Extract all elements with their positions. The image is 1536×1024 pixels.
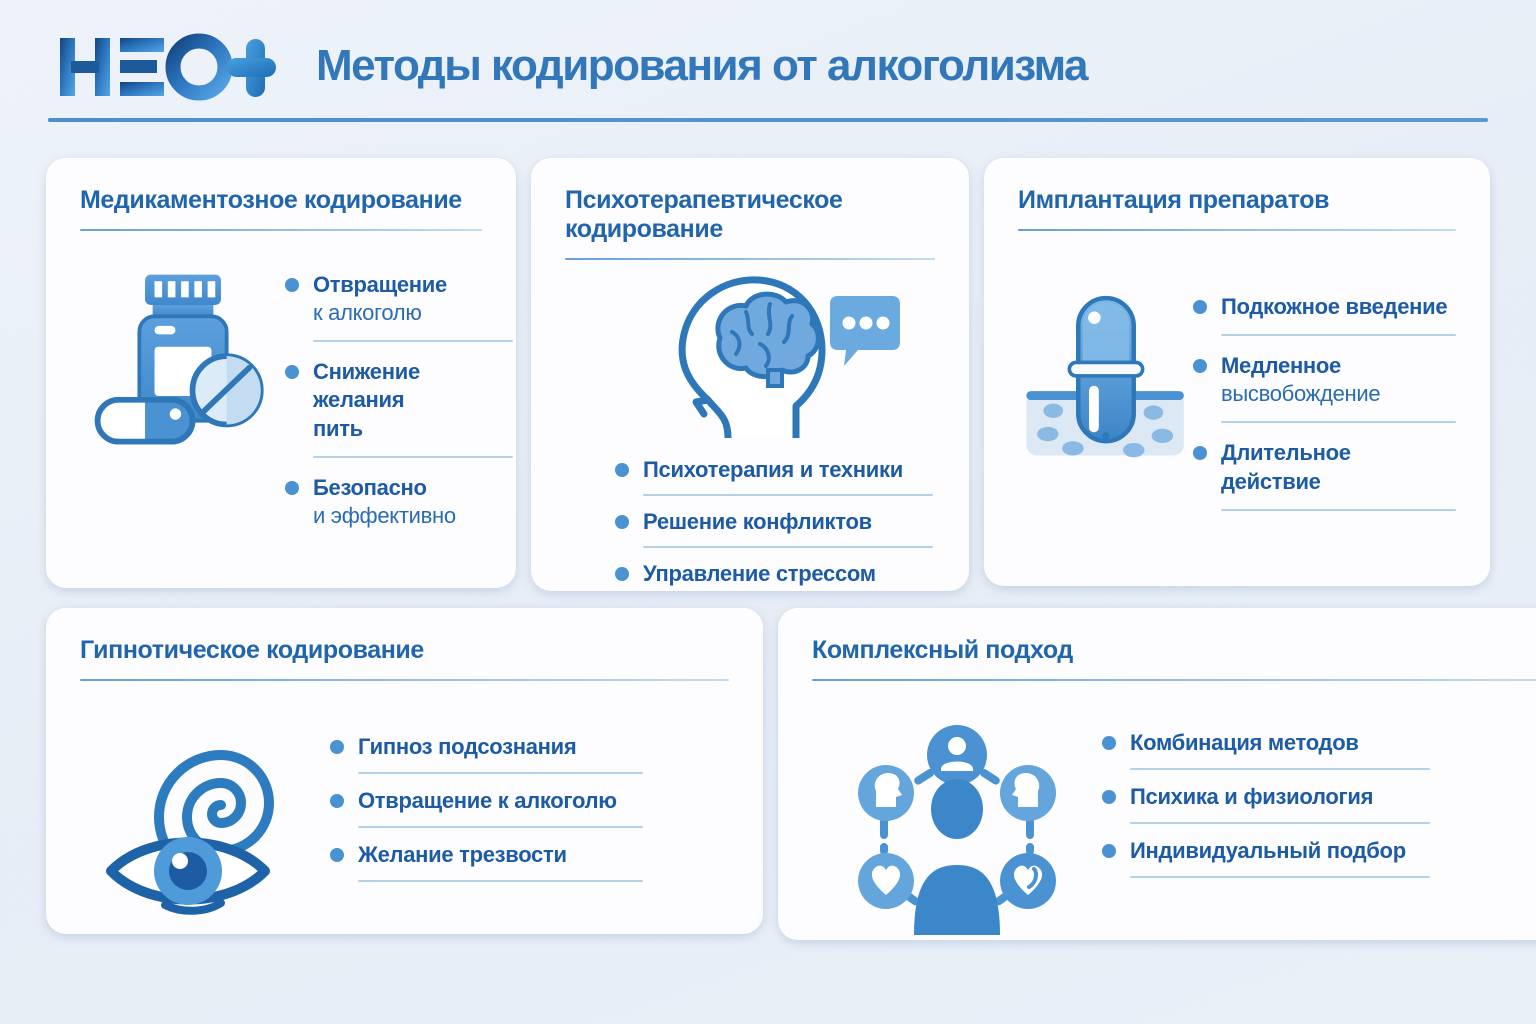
bullet-dot-icon [1102,844,1116,858]
bullet-divider [313,340,513,342]
bullet-divider [358,772,643,774]
bullet-dot-icon [1193,300,1207,314]
bullet-dot-icon [285,278,299,292]
bullet-dot-icon [615,463,629,477]
bullet-text-secondary: высвобождение [1221,381,1381,407]
card-title-divider [812,679,1536,681]
bullet-text-secondary: к алкоголю [313,300,422,326]
bullet-dot-icon [1193,446,1207,460]
bullet-list [1193,257,1456,527]
head-brain-speech-icon [600,268,900,440]
bullet-list [330,707,763,939]
list-item [330,787,643,815]
cards-row-1 [46,158,1490,591]
bullet-text: Комбинация методов [1130,730,1359,755]
list-item [615,456,935,484]
bullet-text-secondary: пить [313,415,363,441]
header-divider [48,118,1488,122]
list-item [285,474,513,530]
card-title-divider [80,679,729,681]
bullet-divider [358,826,643,828]
card-title: Психотерапевтическое кодирование [565,186,843,243]
bullet-dot-icon [330,848,344,862]
card-title-divider [565,258,935,260]
bullet-text: Психика и физиология [1130,784,1374,810]
bullet-text: Гипноз подсознания [358,734,577,759]
bullet-divider [1130,768,1430,770]
bullet-text: Управление стрессом [643,561,876,587]
card-title: Комплексный подход [812,636,1073,664]
bullet-dot-icon [615,567,629,581]
bullet-text: Желание трезвости [358,842,567,868]
list-item [330,841,643,869]
list-item [1193,439,1456,495]
bullet-text: Психотерапия и техники [643,457,903,482]
card-complex [778,608,1536,940]
bullet-list [615,456,935,588]
bullet-divider [643,546,933,548]
bullet-divider [313,456,513,458]
bullet-dot-icon [285,481,299,495]
bullet-dot-icon [615,515,629,529]
bullet-dot-icon [330,740,344,754]
bullet-dot-icon [1193,359,1207,373]
bullet-dot-icon [330,794,344,808]
list-item [1102,729,1430,757]
bullet-list [1102,707,1536,943]
card-title: Медикаментозное кодирование [80,186,462,214]
bullet-text: Подкожное введение [1221,294,1448,319]
bullet-divider [1221,421,1456,423]
bullet-divider [1221,509,1456,511]
neo-plus-logo-icon [58,30,276,102]
bullet-text: Снижение желания [313,359,420,413]
card-psychotherapy [531,158,969,591]
bullet-dot-icon [1102,790,1116,804]
bullet-text: Длительное действие [1221,440,1351,494]
bullet-text: Медленное [1221,353,1341,379]
bullet-dot-icon [1102,736,1116,750]
bullet-text: Безопасно [313,474,427,500]
bullet-list [285,257,513,530]
list-item [615,508,935,536]
list-item [1102,783,1430,811]
bullet-text: Отвращение к алкоголю [358,788,617,814]
bullet-dot-icon [285,365,299,379]
card-title: Имплантация препаратов [1018,186,1330,214]
bullet-text: Отвращение [313,272,447,297]
list-item [285,358,513,442]
card-hypnosis [46,608,763,934]
bullet-divider [358,880,643,882]
list-item [1193,352,1456,408]
page-title: Методы кодирования от алкоголизма [316,41,1088,90]
card-title-divider [1018,229,1456,231]
pill-bottle-icon [88,267,278,452]
list-item [1102,837,1430,865]
card-title: Гипнотическое кодирование [80,636,424,664]
hypnosis-spiral-eye-icon [103,729,308,939]
bullet-text: Решение конфликтов [643,509,872,535]
bullet-text-secondary: и эффективно [313,502,456,528]
card-title-divider [80,229,482,231]
list-item [330,733,643,761]
bullet-divider [1130,822,1430,824]
implant-capsule-icon [1021,285,1191,465]
header [58,30,1476,102]
bullet-divider [1130,876,1430,878]
cards-row-2 [46,608,1490,940]
bullet-divider [1221,334,1456,336]
list-item [1193,293,1456,321]
bullet-divider [643,494,933,496]
list-item [615,560,935,588]
list-item [285,271,513,327]
bullet-text: Индивидуальный подбор [1130,838,1406,864]
card-medication [46,158,516,588]
card-implantation [984,158,1490,586]
person-network-icon [842,713,1072,943]
